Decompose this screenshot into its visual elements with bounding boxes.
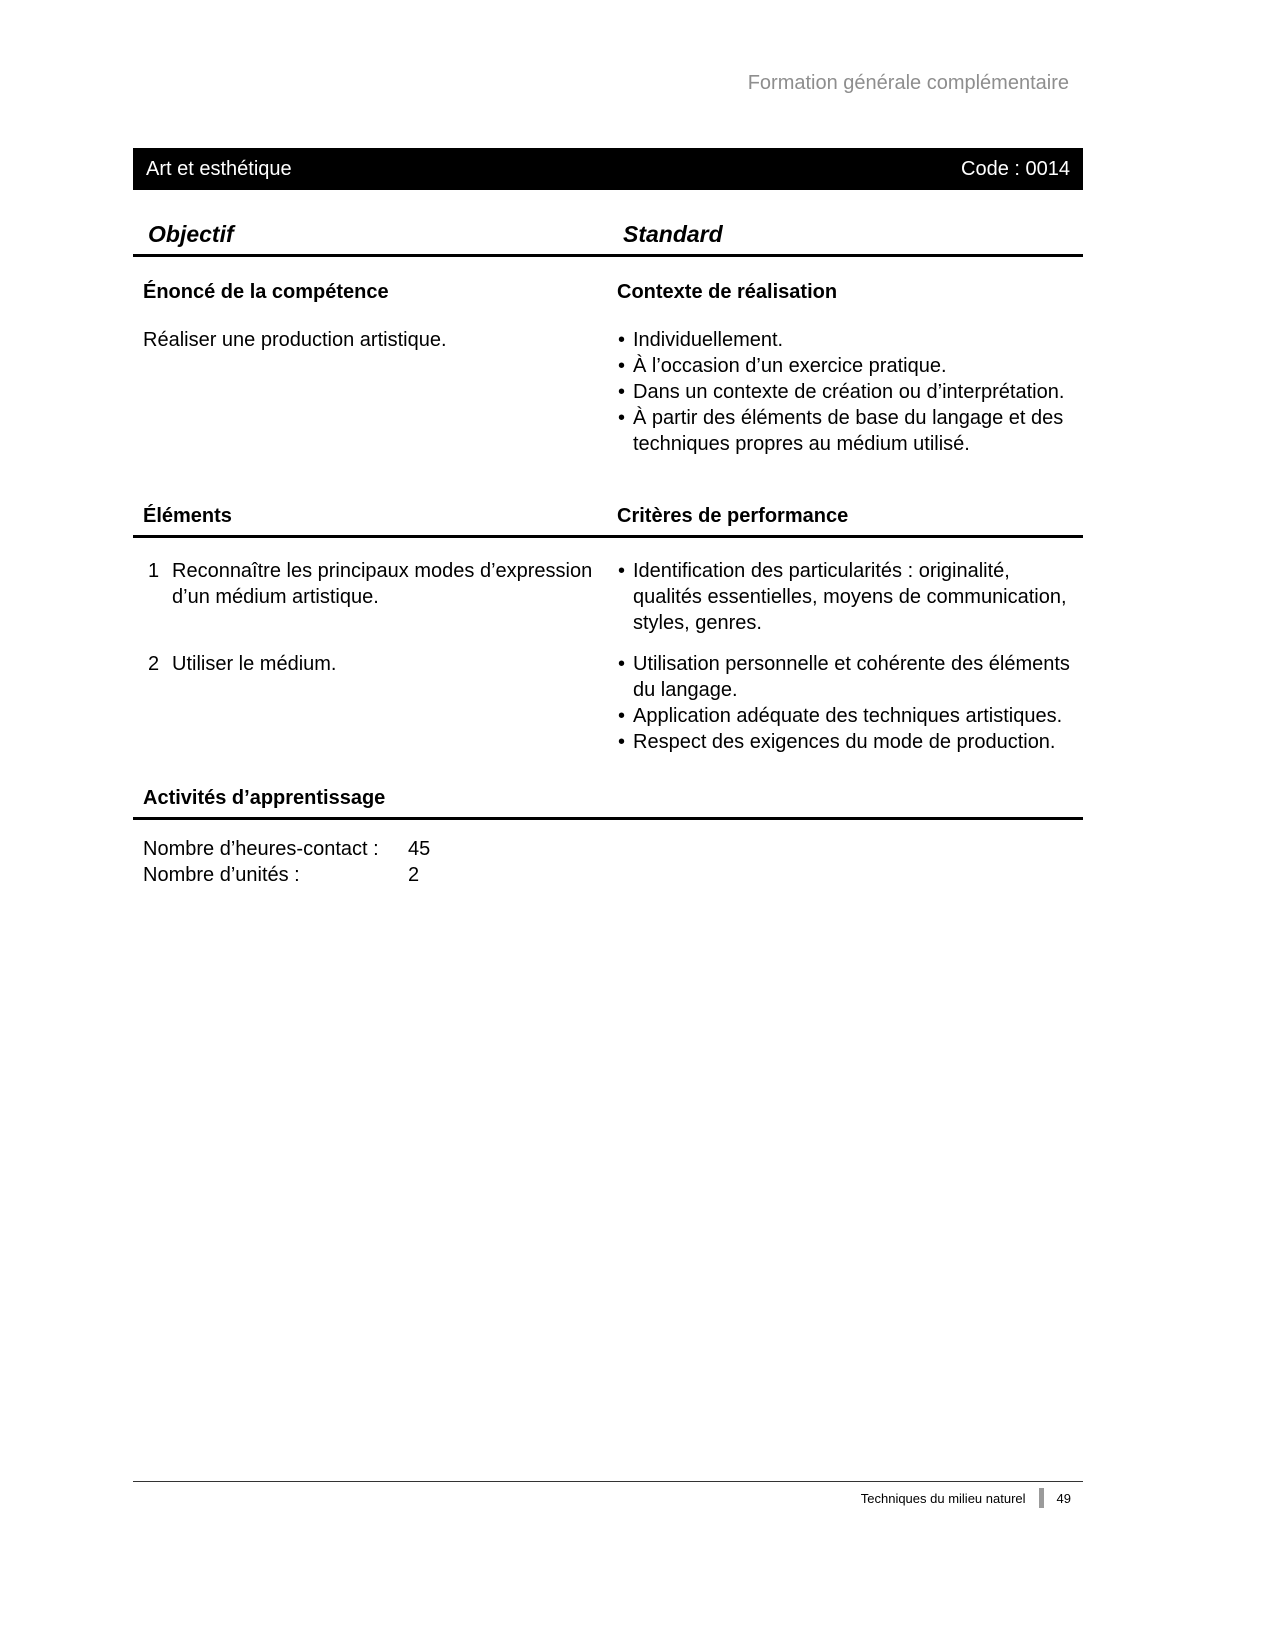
page-footer [133,1481,1083,1508]
contexte-bullets [617,327,1083,457]
bullet-icon [618,405,625,431]
contexte-heading: Contexte de réalisation [617,281,838,303]
element-item [133,651,593,677]
footer-page-number: 49 [1056,1490,1071,1506]
bullet-item [617,651,1083,703]
element-item [133,558,593,610]
body-row-1 [133,327,1083,457]
bullet-item [617,703,1083,729]
element-number: 1 [148,560,160,582]
bullet-text: Dans un contexte de création ou d’interprétation. [633,381,1065,403]
bullet-text: À partir des éléments de base du langage et des techniques propres au médium utilisé. [633,407,1064,455]
bullet-item [617,353,1083,379]
bullet-text: Identification des particularités : originalité, qualités essentielles, moyens de communication, styles, genres. [633,560,1067,634]
activity-value: 45 [408,838,431,860]
bullet-item [617,405,1083,457]
element-number: 2 [148,653,160,675]
activity-row [133,862,1083,888]
criteria-bullet-list [617,651,1083,755]
enonce-text: Réaliser une production artistique. [143,329,447,351]
column-headings [133,220,1083,257]
activities-heading: Activités d’apprentissage [143,787,386,809]
footer-program-name: Techniques du milieu naturel [860,1490,1026,1506]
standard-heading: Standard [623,221,723,247]
enonce-heading: Énoncé de la compétence [143,281,389,303]
criteria-group [617,651,1083,755]
criteria-group [617,558,1083,636]
bullet-text: Individuellement. [633,329,784,351]
bullet-icon [618,651,625,677]
bullet-icon [618,558,625,584]
activity-value: 2 [408,864,420,886]
bullet-icon [618,379,625,405]
bullet-icon [618,729,625,755]
subheadings-row-2 [133,503,1083,538]
elements-heading: Éléments [143,505,232,527]
bullet-icon [618,353,625,379]
criteres-heading: Critères de performance [617,505,849,527]
activity-label: Nombre d’unités : [143,864,300,886]
activities-heading-row [133,785,1083,820]
bullet-text: Respect des exigences du mode de production. [633,731,1056,753]
course-code: Code : 0014 [961,158,1070,180]
page-content [133,0,1083,888]
activity-row [133,836,1083,862]
subheadings-row-1 [133,279,1083,305]
activities-rows [133,836,1083,888]
elements-criteria-grid [133,558,1083,755]
bullet-item [617,729,1083,755]
bullet-item [617,379,1083,405]
element-text: Reconnaître les principaux modes d’expression d’un médium artistique. [172,560,593,608]
bullet-text: Utilisation personnelle et cohérente des éléments du langage. [633,653,1070,701]
bullet-item [617,327,1083,353]
running-header: Formation générale complémentaire [747,72,1069,94]
bullet-item [617,558,1083,636]
bullet-text: À l’occasion d’un exercice pratique. [633,355,947,377]
bullet-icon [618,327,625,353]
title-bar [133,148,1083,190]
course-title: Art et esthétique [146,158,292,180]
contexte-bullet-list [617,327,1083,457]
criteria-bullet-list [617,558,1083,636]
objectif-heading: Objectif [148,221,234,247]
bullet-icon [618,703,625,729]
bullet-text: Application adéquate des techniques artistiques. [633,705,1063,727]
footer-divider-bar [1039,1488,1044,1508]
activity-label: Nombre d’heures-contact : [143,838,379,860]
element-text: Utiliser le médium. [172,653,337,675]
